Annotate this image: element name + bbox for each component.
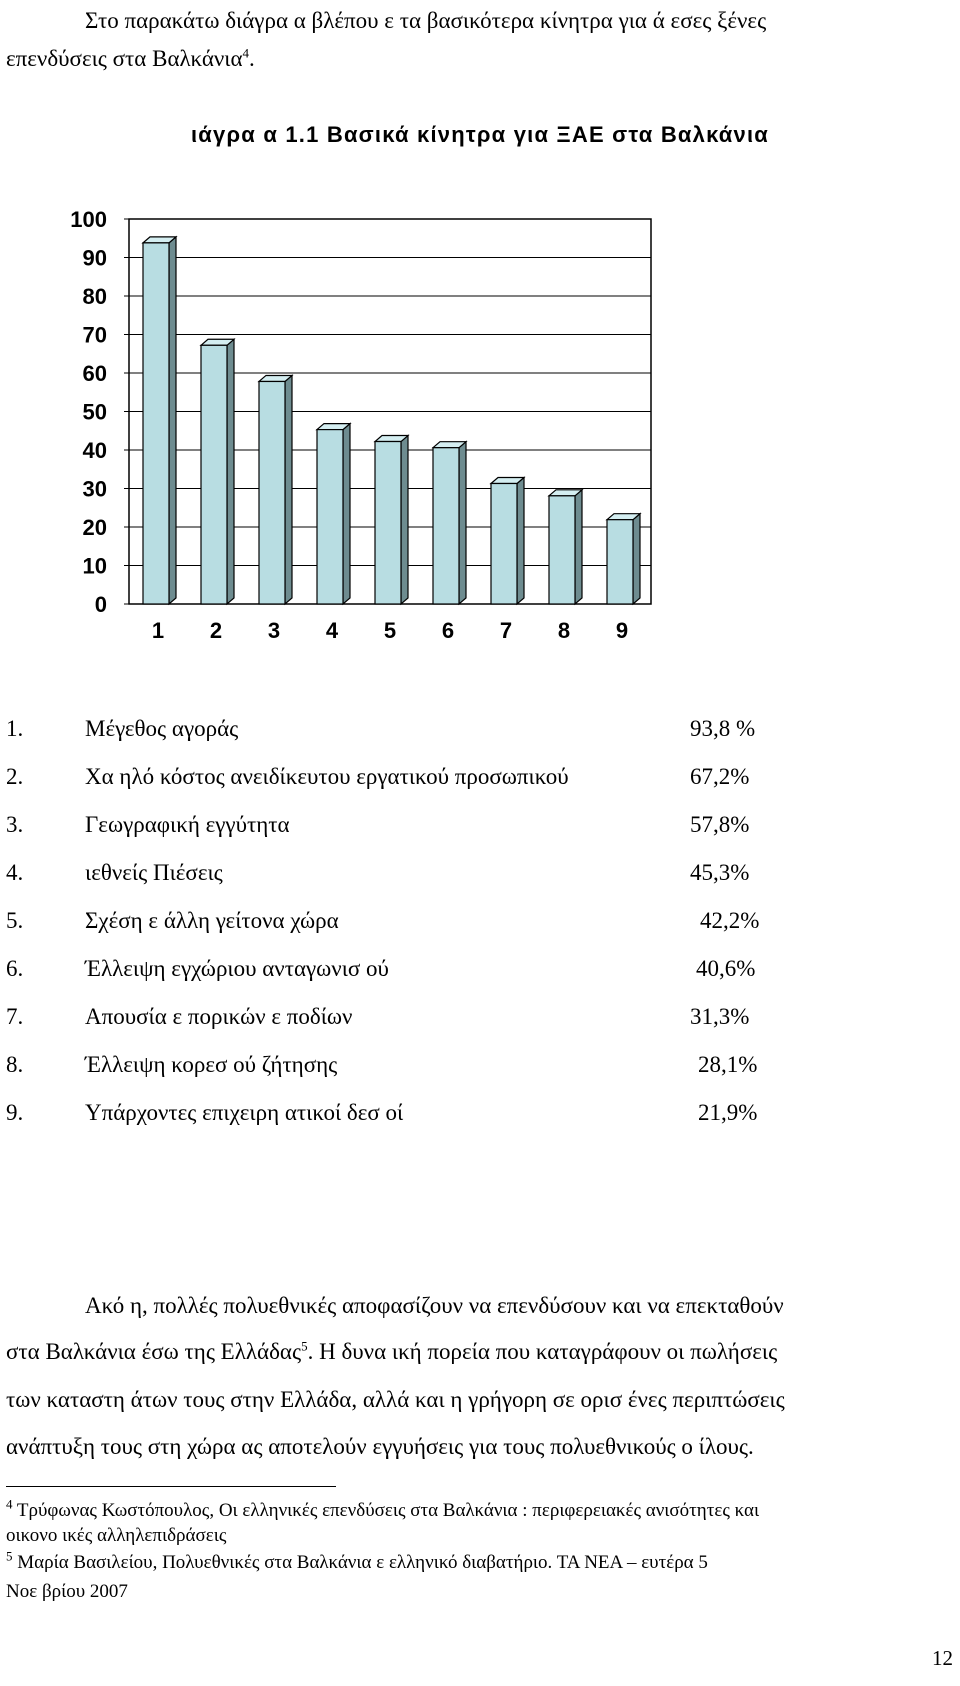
y-tick-label: 100 xyxy=(70,207,107,232)
bar-side xyxy=(459,442,466,604)
bar xyxy=(491,483,517,604)
list-item-value: 31,3% xyxy=(690,1004,750,1029)
intro-line-2: επενδύσεις στα Βαλκάνια$^4$. xyxy=(6,45,255,71)
footnote-separator xyxy=(6,1486,336,1487)
y-tick-label: 30 xyxy=(82,476,107,502)
list-item-value: 45,3% xyxy=(690,860,750,885)
list-item-label: Μέγεθος αγοράς xyxy=(85,716,239,741)
page-number: 12 xyxy=(932,1646,953,1670)
bar-side xyxy=(517,477,524,604)
y-tick-label: 40 xyxy=(82,438,107,463)
list-item-label: Χα ηλό κόστος ανειδίκευτου εργατικού προσωπικού xyxy=(85,764,569,789)
bar-side xyxy=(227,339,234,604)
x-tick-label: 5 xyxy=(383,618,397,643)
list-item-label: Έλλειψη εγχώριου ανταγωνισ ού xyxy=(85,956,389,981)
list-item-number: 6. xyxy=(6,956,24,981)
list-item-value: 21,9% xyxy=(698,1100,758,1125)
y-tick-label: 80 xyxy=(82,284,107,309)
list-item-number: 5. xyxy=(6,908,24,933)
list-item-number: 9. xyxy=(6,1100,24,1125)
x-tick-label: 9 xyxy=(615,618,629,643)
intro-line-1: Στο παρακάτω διάγρα α βλέπου ε τα βασικότερα κίνητρα για ά εσες ξένες xyxy=(85,8,767,33)
bar xyxy=(143,243,169,604)
bar-side xyxy=(285,375,292,604)
list-item-label: Υπάρχοντες επιχειρη ατικοί δεσ οί xyxy=(85,1100,404,1125)
x-tick-label: 1 xyxy=(151,618,165,643)
footnote-4-mark: 4 xyxy=(6,1496,13,1512)
list-item-label: Γεωγραφική εγγύτητα xyxy=(85,812,290,837)
x-tick-label: 8 xyxy=(557,618,571,643)
y-tick-label: 10 xyxy=(82,553,107,579)
list-item-label: Έλλειψη κορεσ ού ζήτησης xyxy=(85,1052,338,1077)
y-tick-label: 0 xyxy=(94,592,107,617)
paragraph-line-2: στα Βαλκάνια έσω της Ελλάδας$^5$. Η δυνα ική πορεία που καταγράφουν οι πωλήσεις xyxy=(6,1338,778,1364)
paragraph-line-3: των καταστη άτων τους στην Ελλάδα, αλλά και η γρήγορη σε ορισ ένες περιπτώσεις xyxy=(6,1387,785,1412)
bar xyxy=(259,381,285,604)
bar xyxy=(433,448,459,604)
footnote-4-cont: οικονο ικές αλληλεπιδράσεις xyxy=(6,1525,227,1546)
paragraph-line-4: ανάπτυξη τους στη χώρα ας αποτελούν εγγυήσεις για τους πολυεθνικούς ο ίλους. xyxy=(6,1434,754,1459)
x-tick-label: 4 xyxy=(325,618,339,643)
x-tick-label: 6 xyxy=(441,618,455,643)
list-item-value: 57,8% xyxy=(690,812,750,837)
bar-side xyxy=(575,490,582,604)
footnote-ref-4[interactable]: 4 xyxy=(242,45,250,61)
bar xyxy=(607,520,633,604)
footnote-5: $^5$ Μαρία Βασιλείου, Πολυεθνικές στα Βαλκάνια ε ελληνικό διαβατήριο. ΤΑ ΝΕΑ – ευτέρα 5 xyxy=(6,1548,708,1573)
x-tick-label: 7 xyxy=(499,618,513,643)
list-item-value: 40,6% xyxy=(696,956,756,981)
x-tick-label: 3 xyxy=(267,618,281,643)
list-item-label: ιεθνείς Πιέσεις xyxy=(85,860,223,885)
list-item-number: 1. xyxy=(6,716,24,741)
list-item-number: 7. xyxy=(6,1004,24,1029)
bar xyxy=(375,442,401,604)
footnote-5-cont: Νοε βρίου 2007 xyxy=(6,1581,128,1602)
list-item-value: 28,1% xyxy=(698,1052,758,1077)
list-item-number: 4. xyxy=(6,860,24,885)
bar xyxy=(549,496,575,604)
bar xyxy=(317,430,343,604)
list-item-number: 2. xyxy=(6,764,24,789)
list-item-value: 67,2% xyxy=(690,764,750,789)
x-tick-label: 2 xyxy=(209,618,223,643)
bar-chart xyxy=(0,110,960,670)
footnote-ref-5[interactable]: 5 xyxy=(301,1338,308,1354)
chart-title: ιάγρα α 1.1 Βασικά κίνητρα για ΞΑΕ στα Βαλκάνια xyxy=(191,122,770,147)
y-tick-label: 50 xyxy=(82,399,107,425)
bar xyxy=(201,345,227,604)
list-item-label: Απουσία ε πορικών ε ποδίων xyxy=(85,1004,353,1029)
bar-side xyxy=(633,514,640,604)
list-item-value: 42,2% xyxy=(700,908,760,933)
bar-side xyxy=(169,237,176,604)
footnote-4: $^4$ Τρύφωνας Κωστόπουλος, Οι ελληνικές επενδύσεις στα Βαλκάνια : περιφερειακές ανισότητες και xyxy=(6,1496,760,1521)
y-tick-label: 70 xyxy=(82,322,107,348)
chart-container xyxy=(0,110,960,670)
y-tick-label: 60 xyxy=(82,361,107,386)
bar-side xyxy=(343,424,350,604)
footnote-5-mark: 5 xyxy=(6,1548,13,1564)
list-item-label: Σχέση ε άλλη γείτονα χώρα xyxy=(85,908,339,933)
y-tick-label: 90 xyxy=(82,245,107,271)
y-tick-label: 20 xyxy=(82,515,107,540)
list-item-value: 93,8 % xyxy=(690,716,756,741)
list-item-number: 3. xyxy=(6,812,24,837)
paragraph-line-1: Ακό η, πολλές πολυεθνικές αποφασίζουν να επενδύσουν και να επεκταθούν xyxy=(85,1293,784,1318)
bar-side xyxy=(401,436,408,604)
list-item-number: 8. xyxy=(6,1052,24,1077)
